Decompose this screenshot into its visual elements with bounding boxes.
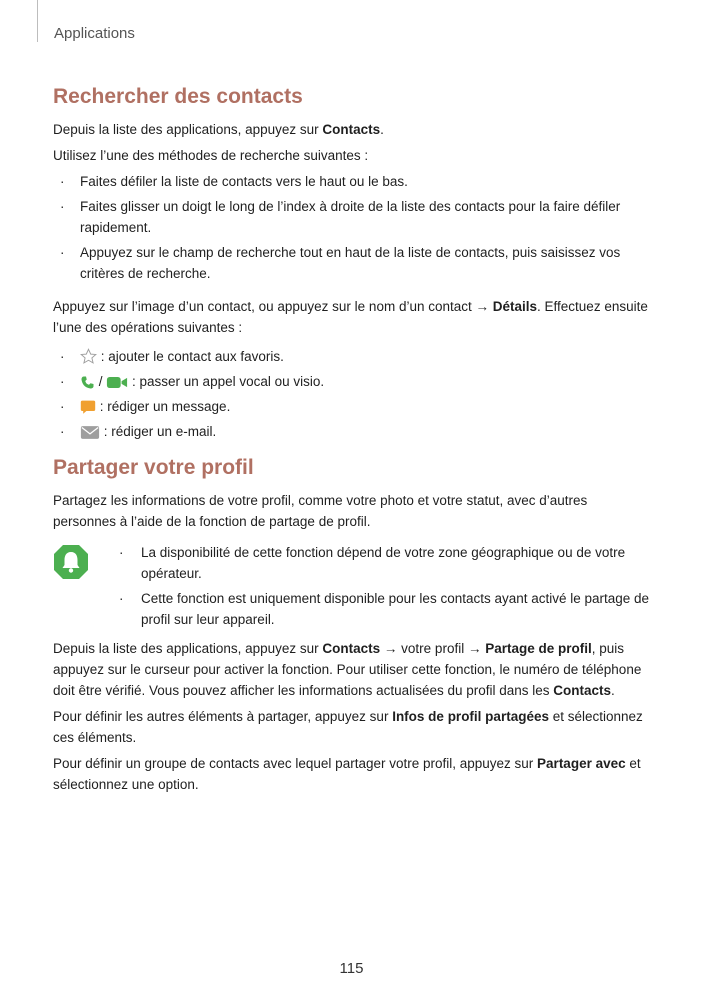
section-title-share-profile: Partager votre profil	[53, 456, 254, 479]
paragraph: Partagez les informations de votre profil, comme votre photo et votre statut, avec d’autres personnes à l’aide de la fonction de partage de profil.	[53, 493, 588, 529]
list-item: · Faites défiler la liste de contacts vers le haut ou le bas.	[60, 174, 408, 189]
paragraph: Pour définir les autres éléments à partager, appuyez sur Infos de profil partagées et sélectionnez ces éléments.	[53, 709, 643, 745]
note-list	[119, 542, 653, 630]
message-icon	[80, 399, 96, 415]
list-item: · : ajouter le contact aux favoris.	[60, 349, 284, 364]
list-item: · : rédiger un e-mail.	[60, 424, 217, 439]
header-rule	[37, 0, 38, 42]
list-item: · / : passer un appel vocal ou visio.	[60, 374, 325, 389]
list-item: · Cette fonction est uniquement disponible pour les contacts ayant activé le partage de profil sur leur appareil.	[119, 591, 650, 627]
list-item: · Appuyez sur le champ de recherche tout en haut de la liste de contacts, puis saisissez vos critères de recherche.	[60, 245, 621, 281]
paragraph: Appuyez sur l’image d’un contact, ou appuyez sur le nom d’un contact → Détails. Effectuez ensuite l’une des opérations suivantes :	[53, 299, 648, 335]
paragraph: Depuis la liste des applications, appuyez sur Contacts.	[53, 122, 384, 137]
email-icon	[80, 425, 100, 440]
video-call-icon	[106, 375, 128, 390]
list-item: · : rédiger un message.	[60, 399, 231, 414]
bell-note-icon	[53, 544, 89, 580]
paragraph: Utilisez l’une des méthodes de recherche suivantes :	[53, 148, 369, 163]
paragraph: Pour définir un groupe de contacts avec lequel partager votre profil, appuyez sur Partager avec et sélectionnez une option.	[53, 756, 641, 792]
share-profile-section	[53, 455, 653, 795]
paragraph: Depuis la liste des applications, appuyez sur Contacts → votre profil → Partage de profil, puis appuyez sur le curseur pour activer la fonction. Pour utiliser cette fonction, le numéro de téléphone doit être vérifié. Vous pouvez afficher les informations actualisées du profil dans les Contacts.	[53, 641, 642, 698]
phone-icon	[80, 375, 95, 390]
search-methods-list	[53, 171, 653, 284]
page-number: 115	[339, 960, 364, 977]
page-content	[53, 84, 653, 800]
list-item: · La disponibilité de cette fonction dépend de votre zone géographique ou de votre opérateur.	[119, 545, 626, 581]
list-item: · Faites glisser un doigt le long de l’index à droite de la liste des contacts pour la faire défiler rapidement.	[60, 199, 621, 235]
contact-actions-list	[53, 346, 653, 442]
note-box	[53, 542, 653, 630]
page-header: Applications	[54, 25, 135, 42]
star-icon	[80, 348, 97, 365]
section-title-search-contacts: Rechercher des contacts	[53, 85, 303, 108]
